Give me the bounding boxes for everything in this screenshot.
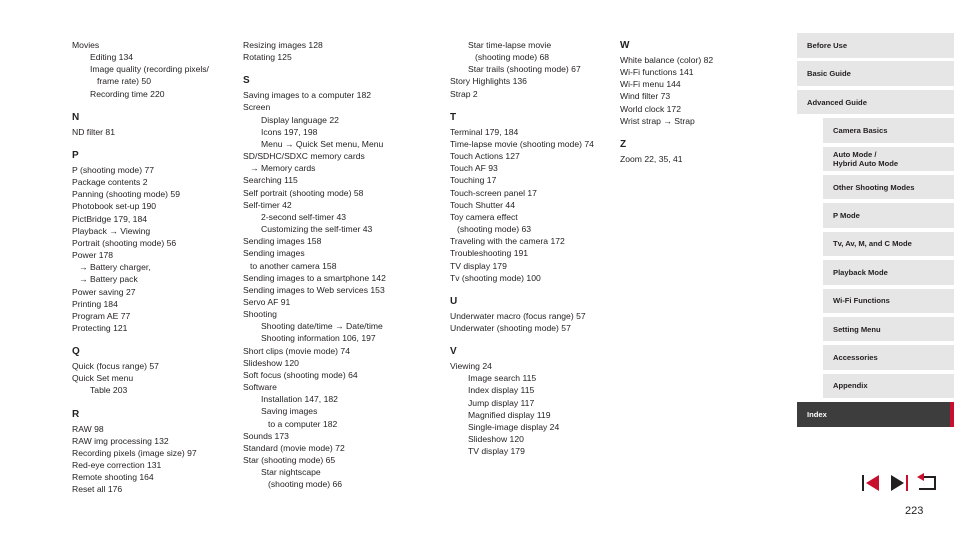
index-entry[interactable]: Strap 2	[450, 88, 478, 99]
nav-item-before-use[interactable]	[797, 33, 954, 58]
index-entry[interactable]: Table 203	[90, 385, 128, 396]
index-entry[interactable]: Tv (shooting mode) 100	[450, 272, 541, 283]
index-entry[interactable]: Editing 134	[90, 52, 134, 63]
section-nav	[797, 33, 954, 430]
index-entry[interactable]: Story Highlights 136	[450, 76, 527, 87]
index-entry[interactable]: Icons 197, 198	[261, 126, 318, 137]
index-entry[interactable]: Single-image display 24	[468, 421, 560, 432]
index-entry[interactable]: Remote shooting 164	[72, 472, 154, 483]
index-entry[interactable]: Wi-Fi functions 141	[620, 67, 694, 78]
index-entry[interactable]: Image search 115	[468, 373, 537, 384]
nav-item-label: Wi-Fi Functions	[833, 296, 890, 306]
index-entry[interactable]: Customizing the self-timer 43	[261, 224, 373, 235]
index-entry[interactable]: Touching 17	[450, 175, 497, 186]
index-entry[interactable]: Sounds 173	[243, 430, 289, 441]
index-entry[interactable]: Portrait (shooting mode) 56	[72, 237, 177, 248]
index-entry[interactable]: Display language 22	[261, 114, 339, 125]
index-entry[interactable]: Program AE 77	[72, 310, 131, 321]
index-entry[interactable]: Standard (movie mode) 72	[243, 442, 345, 453]
index-entry[interactable]: Saving images	[261, 406, 318, 417]
index-entry[interactable]: Package contents 2	[72, 177, 148, 188]
index-entry[interactable]: Shooting	[243, 309, 277, 320]
nav-item-label: Index	[807, 409, 827, 419]
index-entry[interactable]: Resizing images 128	[243, 40, 323, 50]
index-entry[interactable]: 2-second self-timer 43	[261, 211, 347, 222]
nav-item-label: P Mode	[833, 211, 860, 221]
index-entry[interactable]: Sending images	[243, 248, 305, 259]
nav-item-other-shooting-modes[interactable]	[823, 175, 954, 200]
index-entry[interactable]: Toy camera effect	[450, 211, 518, 222]
index-entry[interactable]: Touch Shutter 44	[450, 199, 515, 210]
index-entry[interactable]: Wind filter 73	[620, 91, 671, 102]
index-entry[interactable]: Searching 115	[243, 175, 298, 186]
index-heading: T	[450, 111, 457, 123]
index-heading: Q	[72, 346, 80, 358]
index-heading: P	[72, 149, 79, 161]
nav-item-label: Advanced Guide	[807, 97, 867, 107]
index-entry[interactable]: TV display 179	[468, 446, 525, 457]
prev-page-button[interactable]	[860, 472, 882, 494]
index-entry[interactable]: Sending images 158	[243, 236, 322, 247]
nav-item-label: Other Shooting Modes	[833, 182, 915, 192]
index-entry[interactable]: Shooting information 106, 197	[261, 333, 376, 344]
index-entry[interactable]: Underwater (shooting mode) 57	[450, 322, 571, 333]
index-entry[interactable]: → Battery charger,	[79, 262, 151, 273]
index-entry[interactable]: frame rate) 50	[97, 76, 151, 87]
index-entry[interactable]: Panning (shooting mode) 59	[72, 189, 180, 200]
index-entry[interactable]: Quick (focus range) 57	[72, 361, 159, 372]
index-column-4	[620, 39, 713, 165]
index-entry[interactable]: Printing 184	[72, 298, 118, 309]
index-entry[interactable]: Servo AF 91	[243, 296, 291, 307]
index-entry[interactable]: Touch Actions 127	[450, 151, 520, 162]
nav-item-label: Playback Mode	[833, 267, 888, 277]
index-entry[interactable]: Power saving 27	[72, 286, 136, 297]
index-entry[interactable]: World clock 172	[620, 103, 681, 114]
back-icon	[916, 473, 938, 493]
nav-item-label: Tv, Av, M, and C Mode	[833, 239, 912, 249]
next-page-icon	[889, 473, 909, 493]
index-entry[interactable]: Playback → Viewing	[72, 225, 151, 236]
index-entry[interactable]: Shooting date/time → Date/time	[261, 321, 383, 332]
index-entry[interactable]: Viewing 24	[450, 361, 492, 372]
index-entry[interactable]: Touch AF 93	[450, 163, 498, 174]
index-heading: N	[72, 111, 80, 123]
index-entry[interactable]: Recording pixels (image size) 97	[72, 447, 197, 458]
index-entry[interactable]: Slideshow 120	[468, 434, 524, 445]
index-entry[interactable]: Sending images to Web services 153	[243, 284, 385, 295]
index-entry[interactable]: Menu → Quick Set menu, Menu	[261, 138, 384, 149]
index-entry[interactable]: Power 178	[72, 250, 114, 261]
index-entry[interactable]: Magnified display 119	[468, 409, 551, 420]
next-page-button[interactable]	[888, 472, 910, 494]
index-entry[interactable]: Short clips (movie mode) 74	[243, 345, 350, 356]
prev-page-icon	[861, 473, 881, 493]
index-heading: Z	[620, 138, 627, 150]
index-entry[interactable]: RAW img processing 132	[72, 435, 169, 446]
index-entry[interactable]: Saving images to a computer 182	[243, 90, 372, 101]
nav-item-label: Before Use	[807, 40, 848, 50]
nav-item-tv-av-m-and-c-mode[interactable]	[823, 232, 954, 257]
index-entry[interactable]: PictBridge 179, 184	[72, 213, 148, 224]
index-entry[interactable]: Troubleshooting 191	[450, 248, 529, 259]
nav-item-label: Auto Mode / Hybrid Auto Mode	[833, 149, 899, 168]
index-entry[interactable]: Image quality (recording pixels/	[90, 64, 209, 75]
index-entry[interactable]: (shooting mode) 66	[268, 479, 343, 490]
nav-item-basic-guide[interactable]	[797, 61, 954, 86]
index-entry[interactable]: → Battery pack	[79, 274, 138, 285]
index-entry[interactable]: P (shooting mode) 77	[72, 164, 155, 175]
index-entry[interactable]: RAW 98	[72, 423, 104, 434]
nav-item-label: Accessories	[833, 353, 878, 363]
index-column-3	[450, 39, 594, 457]
index-entry[interactable]: Self-timer 42	[243, 199, 292, 210]
index-entry[interactable]: Installation 147, 182	[261, 394, 338, 405]
pager	[860, 472, 938, 494]
index-entry[interactable]: Zoom 22, 35, 41	[620, 153, 683, 164]
nav-item-camera-basics[interactable]	[823, 118, 954, 143]
index-entry[interactable]: to a computer 182	[268, 418, 338, 429]
index-entry[interactable]: Terminal 179, 184	[450, 126, 519, 137]
index-entry[interactable]: Recording time 220	[90, 88, 165, 99]
index-heading: R	[72, 408, 80, 420]
index-entry[interactable]: Slideshow 120	[243, 357, 299, 368]
index-entry[interactable]: to another camera 158	[250, 260, 337, 271]
index-entry[interactable]: TV display 179	[450, 260, 507, 271]
index-entry[interactable]: White balance (color) 82	[620, 55, 714, 65]
index-heading: V	[450, 346, 457, 358]
index-entry[interactable]: (shooting mode) 68	[475, 52, 550, 63]
index-entry[interactable]: Star time-lapse movie	[468, 40, 552, 50]
index-heading: W	[620, 40, 630, 51]
index-entry[interactable]: → Memory cards	[250, 163, 316, 174]
nav-item-label: Appendix	[833, 381, 868, 391]
index-entry[interactable]: Traveling with the camera 172	[450, 236, 565, 247]
index-entry[interactable]: (shooting mode) 63	[457, 224, 532, 235]
nav-item-auto-mode-hybrid-auto-mode[interactable]	[823, 147, 954, 172]
index-entry[interactable]: Screen	[243, 102, 271, 113]
nav-item-label: Setting Menu	[833, 324, 881, 334]
index-entry[interactable]: Self portrait (shooting mode) 58	[243, 187, 364, 198]
index-entry[interactable]: Index display 115	[468, 385, 535, 396]
nav-item-wi-fi-functions[interactable]	[823, 289, 954, 314]
index-entry[interactable]: Sending images to a smartphone 142	[243, 272, 386, 283]
back-button[interactable]	[916, 472, 938, 494]
index-column-2	[243, 39, 386, 490]
nav-item-advanced-guide[interactable]	[797, 90, 954, 115]
index-entry[interactable]: Rotating 125	[243, 52, 292, 63]
index-entry[interactable]: Wi-Fi menu 144	[620, 79, 681, 90]
nav-item-label: Basic Guide	[807, 69, 851, 79]
index-entry[interactable]: Underwater macro (focus range) 57	[450, 310, 586, 321]
index-entry[interactable]: Reset all 176	[72, 484, 123, 495]
nav-item-index[interactable]	[797, 402, 954, 427]
index-entry[interactable]: Time-lapse movie (shooting mode) 74	[450, 138, 594, 149]
index-entry[interactable]: Software	[243, 382, 277, 393]
index-entry[interactable]: Quick Set menu	[72, 373, 134, 384]
index-entry[interactable]: Soft focus (shooting mode) 64	[243, 369, 358, 380]
nav-item-appendix[interactable]	[823, 374, 954, 399]
index-entry[interactable]: Star (shooting mode) 65	[243, 455, 336, 465]
index-column-1	[72, 39, 209, 496]
page-number: 223	[905, 505, 924, 517]
index-entry[interactable]: ND filter 81	[72, 126, 115, 137]
nav-item-playback-mode[interactable]	[823, 260, 954, 285]
index-entry[interactable]: Photobook set-up 190	[72, 201, 157, 212]
index-entry[interactable]: Star nightscape	[261, 467, 321, 478]
index-entry[interactable]: Star trails (shooting mode) 67	[468, 64, 581, 75]
index-heading: S	[243, 75, 250, 87]
index-entry[interactable]: Jump display 117	[468, 397, 535, 408]
nav-item-label: Camera Basics	[833, 125, 888, 135]
index-entry[interactable]: Red-eye correction 131	[72, 460, 162, 471]
index-entry[interactable]: Touch-screen panel 17	[450, 187, 537, 198]
index-entry[interactable]: SD/SDHC/SDXC memory cards	[243, 151, 365, 162]
index-heading: U	[450, 295, 458, 307]
index-entry[interactable]: Wrist strap → Strap	[620, 115, 695, 126]
nav-item-accessories[interactable]	[823, 345, 954, 370]
index-entry[interactable]: Movies	[72, 40, 100, 50]
index-entry[interactable]: Protecting 121	[72, 322, 128, 333]
nav-item-setting-menu[interactable]	[823, 317, 954, 342]
nav-item-p-mode[interactable]	[823, 203, 954, 228]
